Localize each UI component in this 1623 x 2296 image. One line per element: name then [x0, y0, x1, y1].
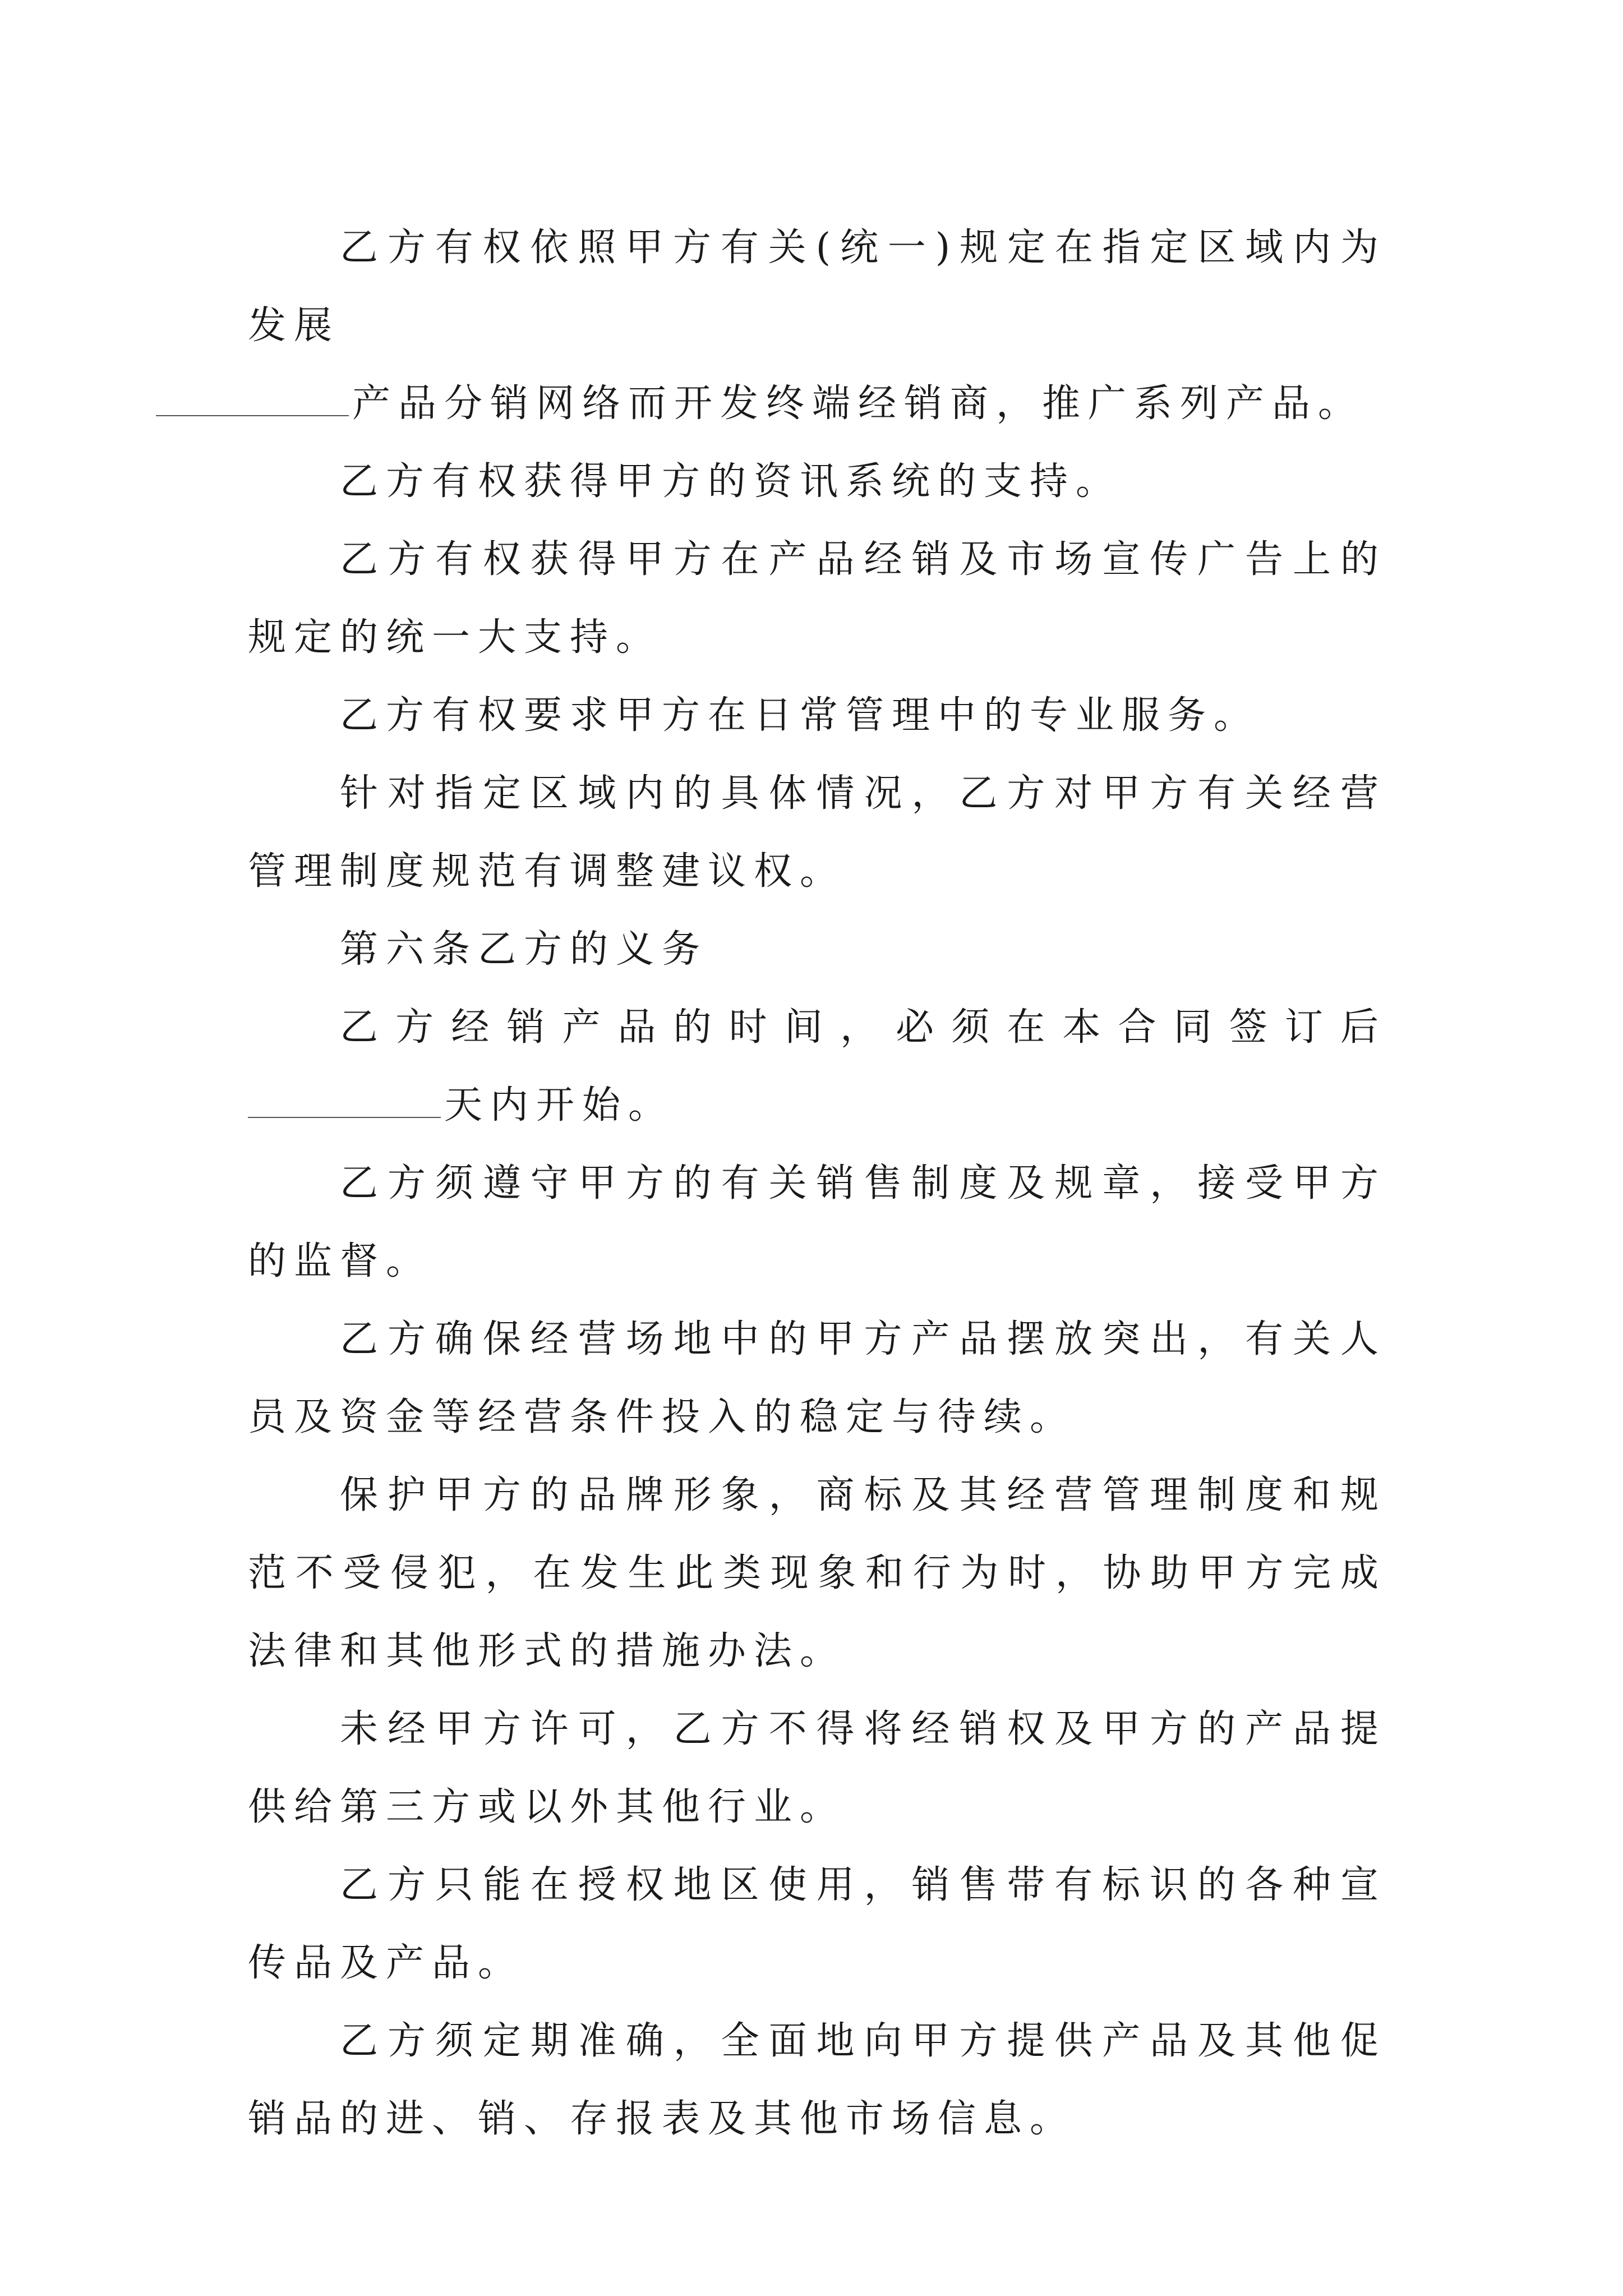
fill-in-blank: [248, 1078, 441, 1118]
paragraph-7-text-b: 天内开始。: [444, 1083, 675, 1128]
paragraph-1: [248, 209, 1386, 443]
paragraph-1-text-a: 乙方有权依照甲方有关(统一)规定在指定区域内为发展: [248, 226, 1386, 348]
paragraph-11: 未经甲方许可，乙方不得将经销权及甲方的产品提供给第三方或以外其他行业。: [248, 1707, 1386, 1829]
paragraph-4: 乙方有权要求甲方在日常管理中的专业服务。: [340, 693, 1260, 738]
paragraph-7-text-a: 乙方经销产品的时间，必须在本合同签订后: [340, 1005, 1386, 1050]
section-heading: 第六条乙方的义务: [340, 927, 708, 972]
document-body: [248, 209, 1386, 2158]
paragraph-9: 乙方确保经营场地中的甲方产品摆放突出，有关人员及资金等经营条件投入的稳定与待续。: [248, 1317, 1386, 1439]
paragraph-8: 乙方须遵守甲方的有关销售制度及规章，接受甲方的监督。: [248, 1161, 1386, 1283]
paragraph-10: 保护甲方的品牌形象，商标及其经营管理制度和规范不受侵犯，在发生此类现象和行为时，协助甲方完成法律和其他形式的措施办法。: [248, 1473, 1386, 1673]
paragraph-12: 乙方只能在授权地区使用，销售带有标识的各种宣传品及产品。: [248, 1863, 1386, 1985]
paragraph-7: [248, 988, 1386, 1144]
paragraph-5: 针对指定区域内的具体情况，乙方对甲方有关经营管理制度规范有调整建议权。: [248, 771, 1386, 894]
paragraph-1-text-b: 产品分销网络而开发终端经销商，推广系列产品。: [352, 381, 1364, 426]
paragraph-2: 乙方有权获得甲方的资讯系统的支持。: [340, 459, 1122, 504]
fill-in-blank: [156, 376, 349, 416]
paragraph-3: 乙方有权获得甲方在产品经销及市场宣传广告上的规定的统一大支持。: [248, 537, 1386, 660]
paragraph-13: 乙方须定期准确，全面地向甲方提供产品及其他促销品的进、销、存报表及其他市场信息。: [248, 2019, 1386, 2141]
